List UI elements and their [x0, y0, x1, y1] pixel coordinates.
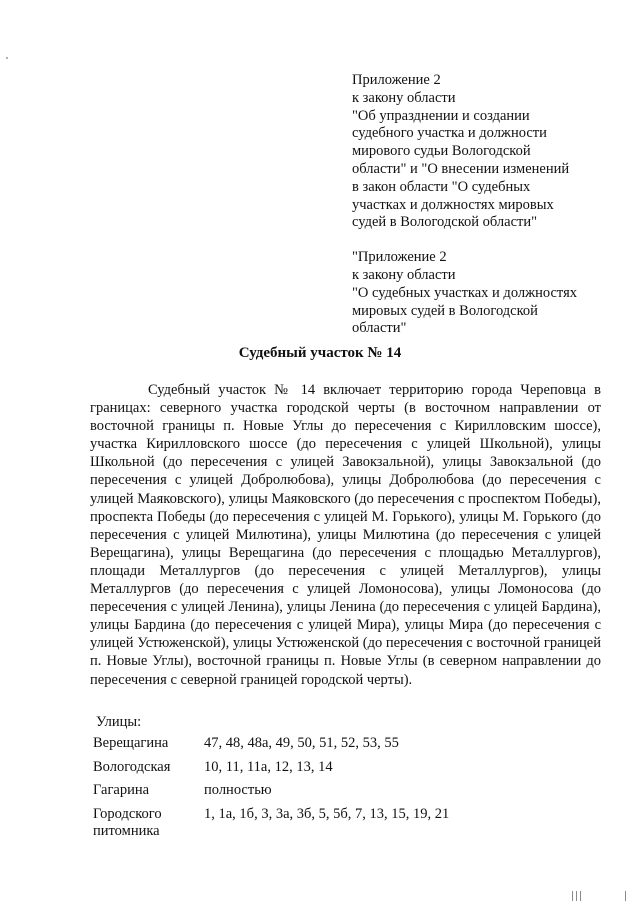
- appendix-note-line: области" и "О внесении изменений: [352, 160, 570, 177]
- table-row: [93, 759, 449, 783]
- scan-mark: [572, 891, 573, 901]
- appendix-note-line: мирового судьи Вологодской: [352, 143, 531, 160]
- streets-table: [93, 735, 449, 847]
- table-row: [93, 782, 449, 806]
- scan-mark: [576, 891, 577, 901]
- scan-mark: [625, 891, 626, 901]
- street-name: Вологодская: [93, 758, 171, 775]
- appendix-note-line: Приложение 2: [352, 72, 441, 88]
- appendix-note-line: "Об упразднении и создании: [352, 107, 530, 124]
- scan-mark: [580, 891, 581, 901]
- appendix-quote-line: мировых судей в Вологодской: [352, 302, 538, 319]
- table-row: [93, 806, 449, 847]
- appendix-note: [352, 72, 602, 232]
- appendix-note-line: в закон области "О судебных: [352, 178, 531, 195]
- appendix-header: [352, 72, 602, 338]
- street-houses: 10, 11, 11а, 12, 13, 14: [204, 758, 333, 775]
- streets-title: Улицы:: [96, 714, 142, 730]
- appendix-note-line: судей в Вологодской области": [352, 214, 538, 231]
- appendix-quote-line: "О судебных участках и должностях: [352, 284, 577, 301]
- appendix-quote-line: к закону области: [352, 266, 456, 283]
- section-heading: Судебный участок № 14: [238, 345, 402, 361]
- appendix-note-line: к закону области: [352, 89, 456, 106]
- appendix-note-line: участках и должностях мировых: [352, 196, 554, 213]
- street-name: Верещагина: [93, 735, 169, 751]
- appendix-quote-line: "Приложение 2: [352, 249, 447, 266]
- street-name: Гагарина: [93, 782, 150, 798]
- appendix-quote-line: области": [352, 320, 407, 337]
- appendix-quote: [352, 249, 602, 338]
- boundary-description: Судебный участок № 14 включает территорию города Череповца в границах: северного участка городской черты (в восточном направлении от восточной границы п. Новые Углы до пересечения с Кирилловским шоссе), участка Кирилловского шоссе (до пересечения с улицей Школьной), улицы Школьной (до пересечения с улицей Завокзальной), улицы Завокзальной (до пересечения с улицей Добролюбова), улицы Добролюбова (до пересечения с улицей Маяковского), улицы Маяковского (до пересечения с проспектом Победы), проспекта Победы (до пересечения с улицей М. Горького), улицы М. Горького (до пересечения с улицей Милютина), улицы Милютина (до пересечения с улицей Верещагина), улицы Верещагина (до пересечения с площадью Металлургов), площади Металлургов (до пересечения с улицей Металлургов), улицы Металлургов (до пересечения с улицей Ломоносова), улицы Ломоносова (до пересечения с улицей Ленина), улицы Ленина (до пересечения с улицей Бардина), улицы Бардина (до пересечения с улицей Мира), улицы Мира (до пересечения с улицей Устюженской), улицы Устюженской (до пересечения с восточной границей п. Новые Углы), восточной границы п. Новые Углы (в северном направлении до пересечения с северной границей городской черты).: [90, 382, 601, 688]
- street-houses: 47, 48, 48а, 49, 50, 51, 52, 53, 55: [204, 735, 399, 751]
- street-houses: полностью: [204, 782, 272, 798]
- street-houses: 1, 1а, 1б, 3, 3а, 3б, 5, 5б, 7, 13, 15, 19, 21: [204, 805, 450, 822]
- table-row: [93, 735, 449, 759]
- scan-speck: [6, 57, 8, 59]
- appendix-note-line: судебного участка и должности: [352, 125, 547, 142]
- street-name: Городского питомника: [93, 805, 162, 839]
